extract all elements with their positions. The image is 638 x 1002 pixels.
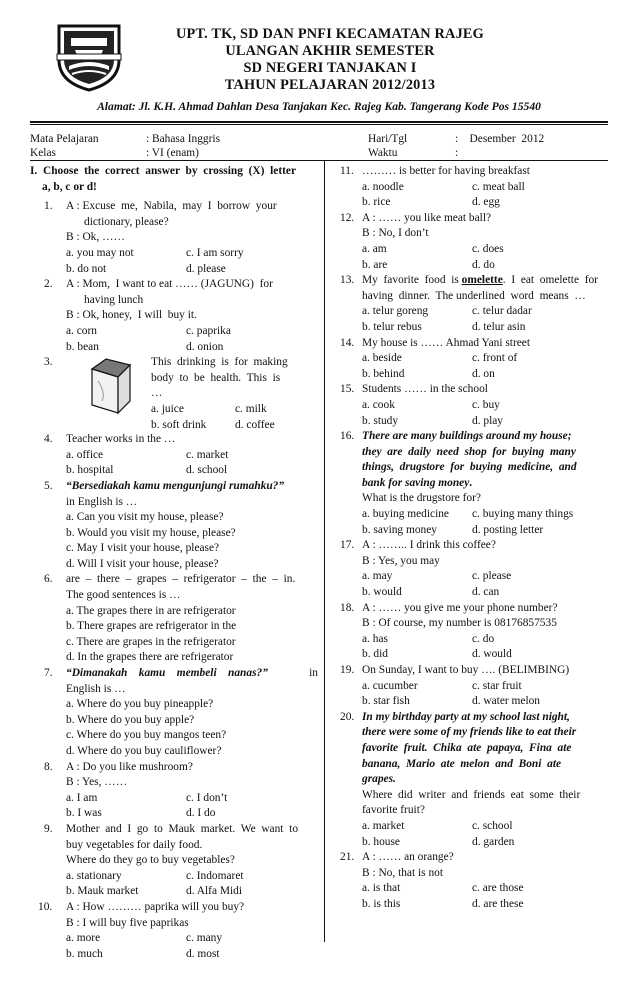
question-text: they are daily need shop for buying many: [362, 445, 576, 458]
question-number: 13.: [340, 274, 355, 287]
options-row: [66, 869, 318, 885]
question-4: [44, 432, 318, 479]
question-number: 7.: [44, 667, 53, 680]
left-column: [30, 164, 318, 962]
option-a[interactable]: a. you may not: [66, 246, 134, 259]
options-row: [362, 523, 608, 539]
option-d[interactable]: d. onion: [186, 340, 224, 353]
option-a[interactable]: a. am: [362, 242, 387, 255]
option-c[interactable]: c. I am sorry: [186, 246, 244, 259]
question-number: 10.: [38, 900, 53, 913]
question-text: Mother and I go to Mauk market. We want to: [66, 822, 299, 835]
question-5: [44, 479, 318, 573]
question-text: bank for saving money: [362, 476, 470, 489]
time-label: Waktu: [368, 147, 398, 159]
question-16: [340, 429, 608, 538]
option-d[interactable]: d. play: [472, 414, 504, 427]
question-line: [362, 476, 608, 492]
question-text: …: [151, 387, 163, 400]
option-a[interactable]: a. Where do you buy pineapple?: [66, 698, 214, 711]
option-a[interactable]: a. buying medicine: [362, 508, 449, 521]
section-instruction: I. Choose the correct answer by crossing (X) letter: [30, 165, 297, 177]
option-b[interactable]: b. Where do you buy apple?: [66, 713, 195, 726]
options-row: [362, 258, 608, 274]
question-number: 17.: [340, 539, 355, 552]
question-number: 14.: [340, 336, 355, 349]
question-text: B : Ok, honey, I will buy it.: [66, 309, 197, 322]
options-row: [151, 418, 299, 434]
question-text: A : …… you like meat ball?: [362, 211, 492, 224]
options-row: [66, 246, 318, 262]
option-c[interactable]: c. There are grapes in the refrigerator: [66, 635, 236, 648]
option-b[interactable]: b. hospital: [66, 464, 114, 477]
question-text: buy vegetables for daily food.: [66, 838, 203, 851]
question-text: The good sentences is …: [66, 589, 181, 602]
option-a[interactable]: a. cucumber: [362, 679, 418, 692]
options-row: [362, 320, 608, 336]
question-number: 16.: [340, 430, 355, 443]
options-row: [362, 569, 608, 585]
header-line-2: ULANGAN AKHIR SEMESTER: [225, 43, 435, 59]
option-c[interactable]: c. star fruit: [472, 679, 522, 692]
question-number: 19.: [340, 664, 355, 676]
option-a[interactable]: a. cook: [362, 398, 395, 411]
option-d[interactable]: d. school: [186, 464, 228, 477]
options-row: [66, 947, 318, 963]
option-a[interactable]: a. juice: [151, 402, 184, 415]
option-c[interactable]: c. Where do you buy mangos teen?: [66, 729, 227, 742]
question-13: [340, 273, 608, 335]
regency-emblem-icon: [55, 20, 123, 92]
option-b[interactable]: b. behind: [362, 367, 405, 380]
subject-label: Mata Pelajaran: [30, 133, 99, 145]
question-text: A : Mom, I want to eat …… (JAGUNG) for: [66, 278, 273, 291]
question-number: 1.: [44, 200, 53, 213]
question-text: there were some of my friends like to eat their: [362, 726, 577, 739]
option-a[interactable]: a. telur goreng: [362, 305, 429, 318]
options-row: [151, 402, 299, 418]
class-label: Kelas: [30, 147, 56, 159]
option-d[interactable]: d. garden: [472, 835, 515, 848]
options-row: [66, 806, 318, 822]
question-text: A : …… an orange?: [362, 851, 454, 864]
question-number: 18.: [340, 601, 355, 614]
question-11: [340, 164, 608, 211]
option-c[interactable]: c. meat ball: [472, 180, 525, 193]
option-d[interactable]: d. do: [472, 258, 495, 271]
option-a[interactable]: a. may: [362, 570, 393, 583]
option-c[interactable]: c. Indomaret: [186, 869, 244, 882]
milk-carton-icon: [84, 355, 136, 415]
option-d[interactable]: d. can: [472, 586, 500, 599]
question-number: 20.: [340, 710, 355, 723]
option-d[interactable]: d. I do: [186, 807, 216, 820]
options-row: [362, 632, 608, 648]
time-value: :: [455, 147, 459, 159]
header-line-1: UPT. TK, SD DAN PNFI KECAMATAN RAJEG: [176, 26, 484, 42]
question-text: Where did writer and friends eat some their: [362, 788, 581, 801]
question-number: 21.: [340, 851, 355, 864]
option-c[interactable]: c. paprika: [186, 324, 231, 337]
right-column: [340, 164, 608, 913]
option-b[interactable]: b. do not: [66, 262, 107, 275]
options-row: [362, 195, 608, 211]
question-1: [44, 199, 318, 277]
question-text: Teacher works in the …: [66, 433, 176, 446]
header-divider-thin: [30, 124, 608, 125]
option-d[interactable]: d. are these: [472, 897, 524, 910]
question-text: B : Of course, my number is 08176857535: [362, 617, 557, 630]
option-c[interactable]: c. please: [472, 570, 512, 583]
option-d[interactable]: d. most: [186, 947, 220, 960]
options-row: [66, 324, 318, 340]
question-number: 3.: [44, 356, 53, 369]
option-c[interactable]: c. are those: [472, 882, 524, 895]
question-text: having lunch: [84, 293, 144, 306]
option-d[interactable]: d. egg: [472, 196, 500, 209]
question-text: A : …….. I drink this coffee?: [362, 539, 496, 552]
options-row: [362, 835, 608, 851]
option-c[interactable]: c. I don’t: [186, 791, 228, 804]
question-text: body to be health. This is: [151, 371, 281, 384]
column-divider: [324, 161, 325, 942]
options-row: [362, 647, 608, 663]
question-text: My favorite food is: [362, 274, 459, 287]
option-b[interactable]: b. would: [362, 586, 402, 599]
school-address: Alamat: Jl. K.H. Ahmad Dahlan Desa Tanjakan Kec. Rajeg Kab. Tangerang Kode Pos 15540: [97, 100, 541, 113]
option-b[interactable]: b. are: [362, 258, 388, 271]
question-3-text: [151, 355, 299, 433]
option-a[interactable]: a. The grapes there in are refrigerator: [66, 604, 236, 617]
options-row: [66, 340, 318, 356]
option-a[interactable]: a. has: [362, 632, 388, 645]
question-14: [340, 336, 608, 383]
options-row: [66, 463, 318, 479]
options-row: [66, 262, 318, 278]
question-text: “Bersediakah kamu mengunjungi rumahku?”: [66, 479, 285, 492]
question-number: 5.: [44, 479, 53, 492]
options-row: [362, 351, 608, 367]
option-b[interactable]: b. Would you visit my house, please?: [66, 526, 236, 539]
question-20: [340, 710, 608, 850]
question-text: in English is …: [66, 495, 138, 508]
info-divider: [30, 160, 608, 161]
question-text: A : How ……… paprika will you buy?: [66, 900, 245, 913]
option-d[interactable]: d. would: [472, 648, 512, 661]
options-row: [362, 507, 608, 523]
question-12: [340, 211, 608, 273]
option-b[interactable]: b. saving money: [362, 523, 437, 536]
option-b[interactable]: b. bean: [66, 340, 99, 353]
header-line-3: SD NEGERI TANJAKAN I: [243, 60, 417, 76]
option-c[interactable]: c. market: [186, 448, 229, 461]
subject-value: : Bahasa Inggris: [146, 133, 221, 145]
option-c[interactable]: c. buying many things: [472, 508, 574, 521]
question-text: dictionary, please?: [84, 215, 169, 228]
options-row: [362, 242, 608, 258]
option-b[interactable]: b. soft drink: [151, 418, 207, 431]
question-text: . I eat omelette for: [502, 274, 598, 287]
option-a[interactable]: a. corn: [66, 324, 97, 337]
option-d[interactable]: d. Where do you buy cauliflower?: [66, 745, 222, 757]
option-c[interactable]: c. telur dadar: [472, 305, 532, 318]
question-number: 11.: [340, 165, 354, 177]
option-a[interactable]: a. I am: [66, 791, 98, 804]
question-line: [362, 273, 608, 289]
question-number: 2.: [44, 278, 53, 291]
date-label: Hari/Tgl: [368, 133, 408, 145]
option-c[interactable]: c. milk: [235, 402, 267, 415]
options-row: [362, 398, 608, 414]
question-number: 15.: [340, 383, 355, 396]
option-b[interactable]: b. telur rebus: [362, 320, 422, 333]
option-b[interactable]: b. I was: [66, 807, 102, 820]
question-3: [44, 355, 318, 432]
option-b[interactable]: b. star fish: [362, 695, 410, 708]
options-row: [66, 931, 318, 947]
options-row: [362, 897, 608, 913]
option-d[interactable]: d. telur asin: [472, 320, 526, 333]
option-d[interactable]: d. on: [472, 367, 495, 380]
question-text: What is the drugstore for?: [362, 492, 481, 505]
question-7: [44, 666, 318, 760]
options-row: [362, 414, 608, 430]
option-a[interactable]: a. office: [66, 448, 104, 461]
question-2: [44, 277, 318, 355]
section-instruction-2: a, b, c or d!: [42, 180, 97, 193]
option-a[interactable]: a. market: [362, 819, 405, 832]
question-text: B : No, that is not: [362, 866, 444, 879]
option-b[interactable]: b. study: [362, 414, 399, 427]
options-row: [362, 367, 608, 383]
question-text: .: [469, 476, 473, 489]
question-text: My house is …… Ahmad Yani street: [362, 336, 531, 349]
options-row: [66, 884, 318, 900]
option-c[interactable]: c. many: [186, 932, 223, 945]
option-a[interactable]: a. noodle: [362, 180, 404, 193]
question-text: B : No, I don’t: [362, 227, 429, 240]
option-a[interactable]: a. Can you visit my house, please?: [66, 511, 224, 524]
date-value: : Desember 2012: [455, 133, 545, 145]
question-6: [44, 572, 318, 666]
question-text: A : Do you like mushroom?: [66, 760, 193, 773]
option-d[interactable]: d. water melon: [472, 695, 541, 708]
option-b[interactable]: b. There grapes are refrigerator in the: [66, 620, 237, 633]
option-a[interactable]: a. more: [66, 932, 101, 945]
question-19: [340, 663, 608, 710]
question-text: B : I will buy five paprikas: [66, 916, 189, 929]
option-d[interactable]: d. coffee: [235, 418, 275, 431]
question-text: B : Ok, ……: [66, 231, 125, 244]
question-text: In my birthday party at my school last night,: [362, 710, 570, 723]
option-b[interactable]: b. rice: [362, 196, 391, 209]
question-text: English is …: [66, 682, 126, 695]
question-text: This drinking is for making: [151, 356, 288, 369]
option-d[interactable]: d. In the grapes there are refrigerator: [66, 651, 234, 664]
option-c[interactable]: c. do: [472, 632, 495, 645]
option-c[interactable]: c. does: [472, 242, 504, 255]
option-d[interactable]: d. posting letter: [472, 523, 544, 536]
question-15: [340, 382, 608, 429]
option-b[interactable]: b. house: [362, 835, 400, 848]
options-row: [362, 819, 608, 835]
question-17: [340, 538, 608, 600]
option-d[interactable]: d. please: [186, 262, 226, 275]
options-row: [362, 694, 608, 710]
question-number: 4.: [44, 433, 53, 446]
question-number: 12.: [340, 211, 355, 224]
option-b[interactable]: b. is this: [362, 897, 401, 910]
options-row: [362, 881, 608, 897]
option-c[interactable]: c. buy: [472, 398, 500, 411]
option-d[interactable]: d. Alfa Midi: [186, 885, 243, 898]
options-row: [66, 448, 318, 464]
question-8: [44, 760, 318, 822]
option-b[interactable]: b. much: [66, 947, 103, 960]
option-c[interactable]: c. May I visit your house, please?: [66, 542, 220, 555]
question-text: Students …… in the school: [362, 383, 488, 396]
question-text: favorite fruit. Chika ate papaya, Fina ate: [362, 741, 572, 754]
question-18: [340, 601, 608, 663]
question-text: ……… is better for having breakfast: [362, 165, 530, 177]
option-b[interactable]: b. Mauk market: [66, 885, 139, 898]
question-line: [66, 666, 318, 682]
header-line-4: TAHUN PELAJARAN 2012/2013: [224, 77, 436, 93]
option-a[interactable]: a. stationary: [66, 869, 122, 882]
question-number: 9.: [44, 822, 53, 835]
question-text: “Dimanakah kamu membeli nanas?”: [66, 667, 268, 680]
question-number: 6.: [44, 573, 53, 586]
option-a[interactable]: a. beside: [362, 352, 402, 365]
option-a[interactable]: a. is that: [362, 882, 401, 895]
options-row: [362, 679, 608, 695]
question-text: Where do they go to buy vegetables?: [66, 854, 235, 867]
page-header: [0, 0, 638, 122]
question-9: [44, 822, 318, 900]
underlined-word: omelette: [461, 274, 503, 287]
question-text: are – there – grapes – refrigerator – the – in.: [66, 573, 296, 586]
question-text: having dinner. The underlined word means …: [362, 289, 586, 302]
question-text: A : …… you give me your phone number?: [362, 601, 558, 614]
question-text: There are many buildings around my house;: [362, 430, 572, 443]
options-row: [362, 180, 608, 196]
question-text: B : Yes, you may: [362, 554, 440, 567]
question-text: B : Yes, ……: [66, 776, 128, 789]
options-row: [362, 304, 608, 320]
question-10: [38, 900, 318, 962]
question-text: A : Excuse me, Nabila, may I borrow your: [66, 200, 277, 213]
question-21: [340, 850, 608, 912]
question-text: On Sunday, I want to buy …. (BELIMBING): [362, 664, 570, 676]
option-c[interactable]: c. front of: [472, 352, 518, 365]
question-text: in: [309, 667, 318, 680]
question-text: favorite fruit?: [362, 804, 425, 817]
options-row: [362, 585, 608, 601]
option-b[interactable]: b. did: [362, 648, 388, 661]
question-text: banana, Mario ate melon and Boni ate: [362, 757, 562, 770]
question-number: 8.: [44, 760, 53, 773]
class-value: : VI (enam): [146, 147, 199, 159]
header-divider: [30, 121, 608, 123]
question-text: grapes.: [362, 773, 396, 786]
options-row: [66, 791, 318, 807]
question-text: things, drugstore for buying medicine, and: [362, 461, 577, 474]
option-d[interactable]: d. Will I visit your house, please?: [66, 557, 219, 570]
option-c[interactable]: c. school: [472, 819, 513, 832]
